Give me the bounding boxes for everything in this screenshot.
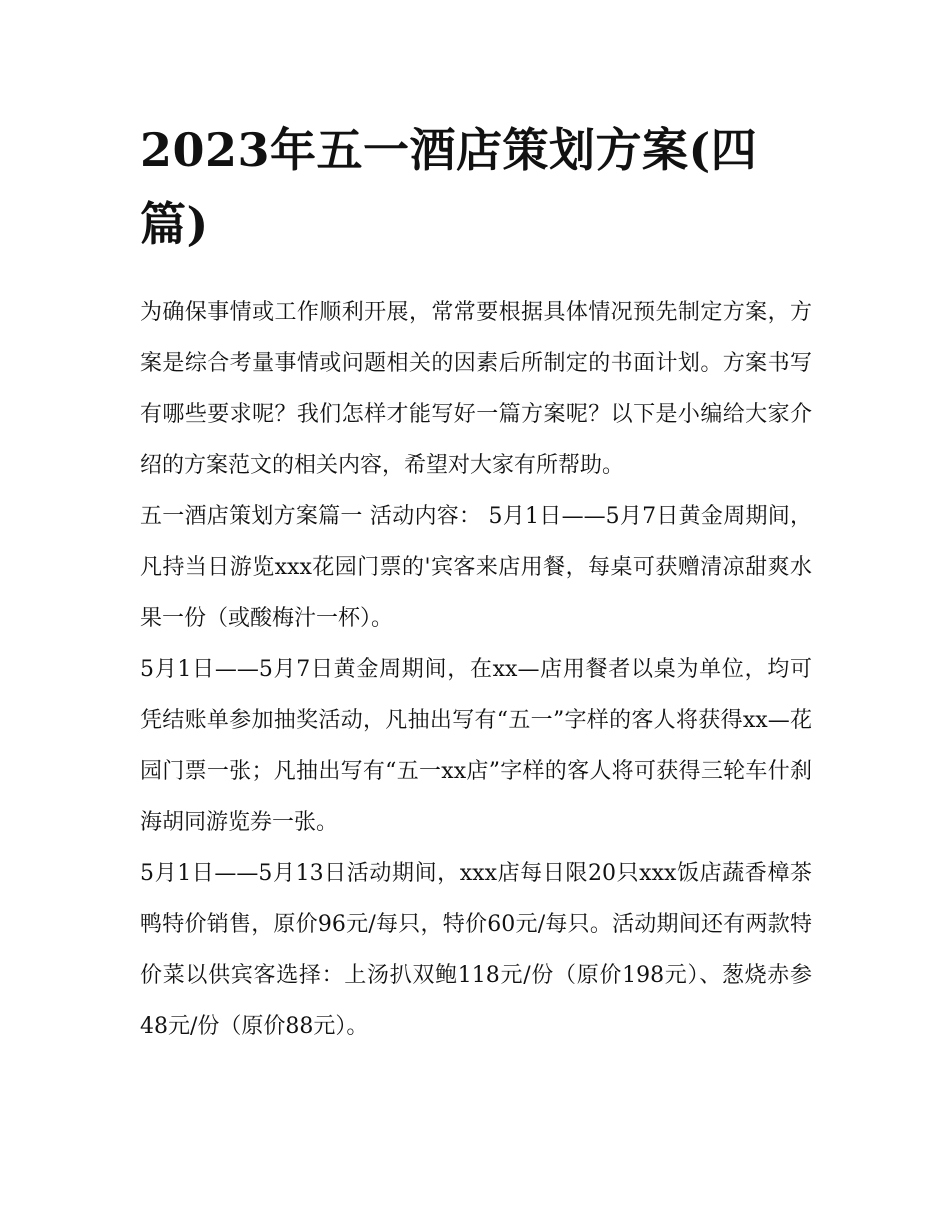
paragraph-activity-3: 5月1日——5月13日活动期间，xxx店每日限20只xxx饭店蔬香樟茶鸭特价销售，原价96元/每只，特价60元/每只。活动期间还有两款特价菜以供宾客选择：上汤扒双鲍118元/份（原价198元）、葱烧赤参48元/份（原价88元）。 (140, 861, 812, 1039)
paragraph-activity-2: 5月1日——5月7日黄金周期间，在xx—店用餐者以桌为单位，均可凭结账单参加抽奖活动，凡抽出写有“五一”字样的客人将获得xx—花园门票一张；凡抽出写有“五一xx店”字样的客人将可获得三轮车什刹海胡同游览券一张。 (140, 657, 812, 835)
document-body (140, 287, 812, 1052)
paragraph-activity-1: 五一酒店策划方案篇一 活动内容： 5月1日——5月7日黄金周期间，凡持当日游览xxx花园门票的'宾客来店用餐，每桌可获赠清凉甜爽水果一份（或酸梅汁一杯）。 (140, 504, 812, 631)
paragraph-intro: 为确保事情或工作顺利开展，常常要根据具体情况预先制定方案，方案是综合考量事情或问题相关的因素后所制定的书面计划。方案书写有哪些要求呢？我们怎样才能写好一篇方案呢？以下是小编给大家介绍的方案范文的相关内容，希望对大家有所帮助。 (140, 300, 812, 478)
document-title: 2023年五一酒店策划方案(四篇) (140, 123, 758, 251)
document-page (140, 113, 812, 1052)
